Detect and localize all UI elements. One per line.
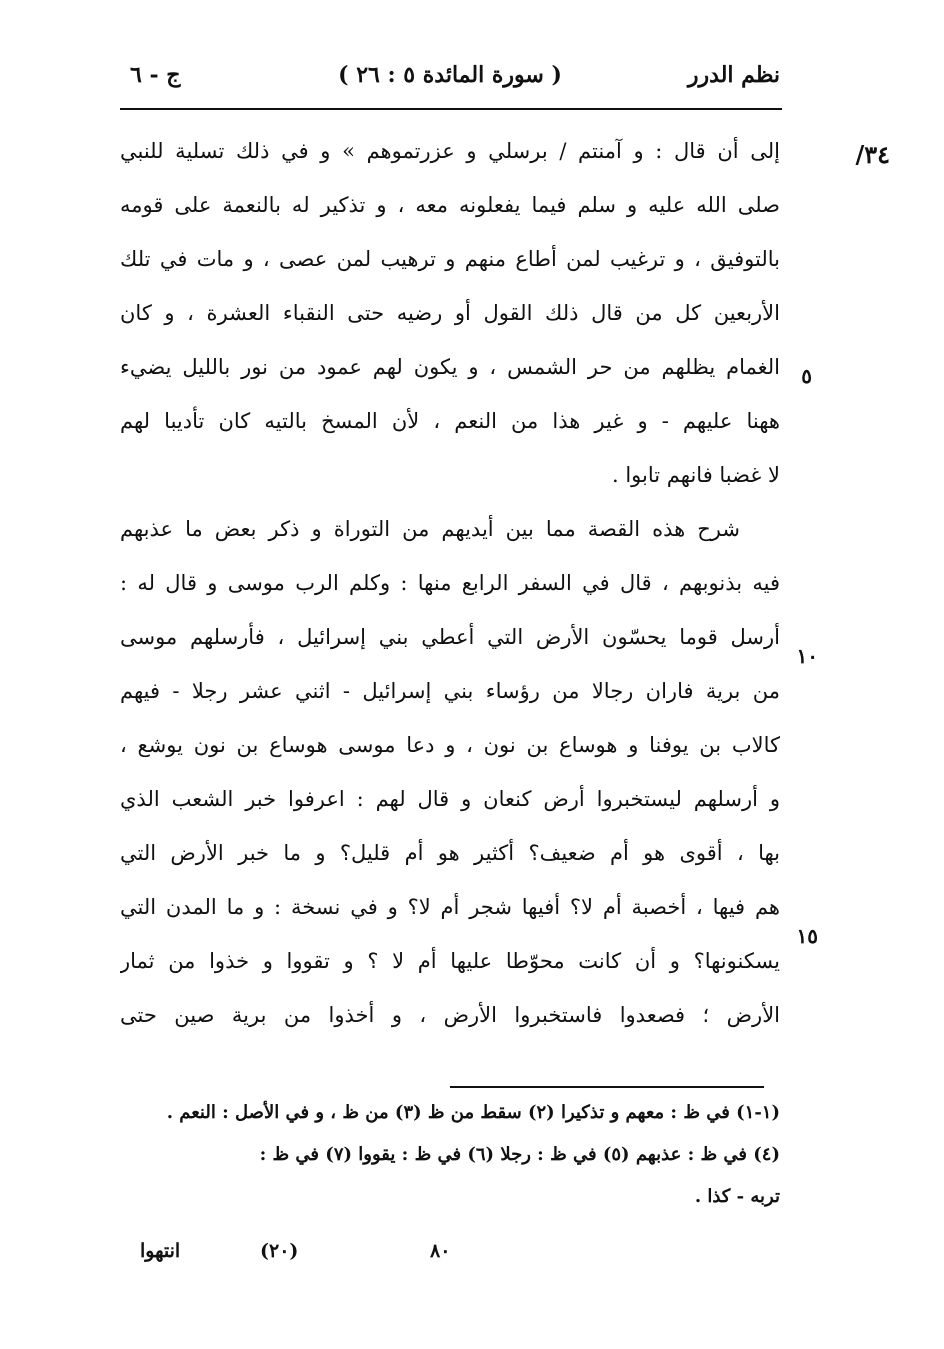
line-number-10: ١٠: [796, 644, 818, 668]
volume-number: ج - ٦: [130, 62, 181, 88]
footnote-line: (٤) في ظ : عذبهم (٥) في ظ : رجلا (٦) في ظ : يقووا (٧) في ظ :: [259, 1144, 780, 1165]
footnotes: [120, 1094, 780, 1220]
text-line: الأرض ؛ فصعدوا فاستخبروا الأرض ، و أخذوا من برية صين حتى: [120, 1003, 780, 1027]
text-line: أرسل قوما يحسّون الأرض التي أعطي بني إسرائيل ، فأرسلهم موسى: [120, 625, 780, 649]
text-line: بالتوفيق ، و ترغيب لمن أطاع منهم و ترهيب لمن عصى ، و مات في تلك: [120, 247, 780, 271]
text-line: لا غضبا فانهم تابوا .: [612, 463, 780, 487]
text-line: الغمام يظلهم من حر الشمس ، و يكون لهم عمود من نور بالليل يضيء: [120, 355, 780, 379]
text-line: هم فيها ، أخصبة أم لا؟ أفيها شجر أم لا؟ و في نسخة : و ما المدن التي: [120, 895, 780, 919]
text-line: ههنا عليهم - و غير هذا من النعم ، لأن المسخ بالتيه كان تأديبا لهم: [120, 409, 780, 433]
page-footer: [120, 1240, 780, 1270]
text-line: فيه بذنوبهم ، قال في السفر الرابع منها : وكلم الرب موسى و قال له :: [120, 571, 780, 595]
text-line: كالاب بن يوفنا و هوساع بن نون ، و دعا موسى هوساع بن نون يوشع ،: [120, 733, 780, 757]
folio-number: (٢٠): [260, 1240, 299, 1262]
catchword: انتهوا: [140, 1240, 181, 1262]
line-number-15: ١٥: [796, 924, 818, 948]
page-marker: ٣٤/: [855, 140, 890, 169]
footnote-rule: [450, 1086, 764, 1088]
surah-reference: ( سورة المائدة ٥ : ٢٦ ): [338, 62, 562, 88]
main-text: [120, 126, 780, 1044]
text-line: شرح هذه القصة مما بين أيديهم من التوراة و ذكر بعض ما عذبهم: [120, 517, 740, 541]
page-number: ٨٠: [430, 1240, 451, 1262]
text-line: و أرسلهم ليستخبروا أرض كنعان و قال لهم : اعرفوا خبر الشعب الذي: [120, 787, 780, 811]
text-line: بها ، أقوى هو أم ضعيف؟ أكثير هو أم قليل؟ و ما خبر الأرض التي: [120, 841, 780, 865]
line-number-5: ٥: [801, 364, 812, 388]
footnote-line: (١-١) في ظ : معهم و تذكيرا (٢) سقط من ظ (٣) من ظ ، و في الأصل : النعم .: [166, 1102, 780, 1123]
text-line: الأربعين كل من قال ذلك القول أو رضيه حتى النقباء العشرة ، و كان: [120, 301, 780, 325]
running-header: [120, 62, 780, 102]
text-line: إلى أن قال : و آمنتم / برسلي و عزرتموهم » و في ذلك تسلية للنبي: [120, 139, 780, 163]
text-line: يسكنونها؟ و أن كانت محوّطا عليها أم لا ؟ و تقووا و خذوا من ثمار: [120, 949, 780, 973]
footnote-line: تربه - كذا .: [694, 1186, 780, 1207]
header-rule: [120, 108, 782, 110]
book-title: نظم الدرر: [687, 62, 780, 88]
text-line: صلى الله عليه و سلم فيما يفعلونه معه ، و تذكير له بالنعمة على قومه: [120, 193, 780, 217]
text-line: من برية فاران رجالا من رؤساء بني إسرائيل - اثني عشر رجلا - فيهم: [120, 679, 780, 703]
